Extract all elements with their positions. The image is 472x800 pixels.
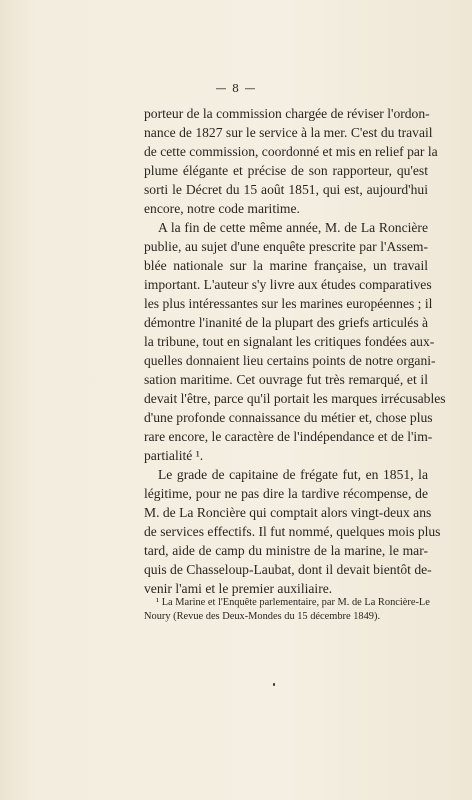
paragraph-2: [144, 218, 446, 465]
text-line: démontre l'inanité de la plupart des griefs articulés à: [144, 315, 429, 330]
text-line: sation maritime. Cet ouvrage fut très remarqué, et il: [144, 372, 428, 387]
text-line: M. de La Roncière qui comptait alors vingt-deux ans: [144, 505, 432, 520]
text-line: quis de Chasseloup-Laubat, dont il devait bientôt de-: [144, 562, 432, 577]
body-text: [144, 104, 446, 598]
text-line: nance de 1827 sur le service à la mer. C'est du travail: [144, 125, 433, 140]
text-line: plume élégante et précise de son rapporteur, qu'est: [144, 163, 428, 178]
ink-speck: [273, 683, 275, 686]
text-line: A la fin de cette même année, M. de La Roncière: [158, 220, 428, 235]
text-line: d'une profonde connaissance du métier et, chose plus: [144, 410, 433, 425]
paragraph-3: [144, 465, 441, 598]
text-line: tard, aide de camp du ministre de la marine, le mar-: [144, 543, 428, 558]
paragraph-1: [144, 104, 438, 218]
text-line: rare encore, le caractère de l'indépendance et de l'im-: [144, 429, 433, 444]
text-line: quelles donnaient lieu certains points de notre organi-: [144, 353, 436, 368]
text-line: la tribune, tout en signalant les critiques fondées aux-: [144, 334, 435, 349]
text-line: Le grade de capitaine de frégate fut, en 1851, la: [158, 467, 428, 482]
text-line: les plus intéressantes sur les marines européennes ; il: [144, 296, 433, 311]
text-line: publie, au sujet d'une enquête prescrite par l'Assem-: [144, 239, 428, 254]
text-line: blée nationale sur la marine française, un travail: [144, 258, 428, 273]
footnote-line: ¹ La Marine et l'Enquête parlementaire, par M. de La Roncière-Le: [156, 597, 430, 608]
text-line: de services effectifs. Il fut nommé, quelques mois plus: [144, 524, 441, 539]
text-line: sorti le Décret du 15 août 1851, qui est, aujourd'hui: [144, 182, 428, 197]
text-line: encore, notre code maritime.: [144, 201, 300, 216]
text-line: de cette commission, coordonné et mis en relief par la: [144, 144, 438, 159]
text-line: partialité ¹.: [144, 448, 204, 463]
text-line: légitime, pour ne pas dire la tardive récompense, de: [144, 486, 428, 501]
page-number: — 8 —: [215, 82, 257, 95]
text-line: venir l'ami et le premier auxiliaire.: [144, 581, 333, 596]
text-line: porteur de la commission chargée de réviser l'ordon-: [144, 106, 430, 121]
footnote-line: Noury (Revue des Deux-Mondes du 15 décembre 1849).: [144, 611, 381, 622]
footnote: [144, 596, 428, 624]
text-line: devait l'être, parce qu'il portait les marques irrécusables: [144, 391, 446, 406]
text-line: important. L'auteur s'y livre aux études comparatives: [144, 277, 432, 292]
